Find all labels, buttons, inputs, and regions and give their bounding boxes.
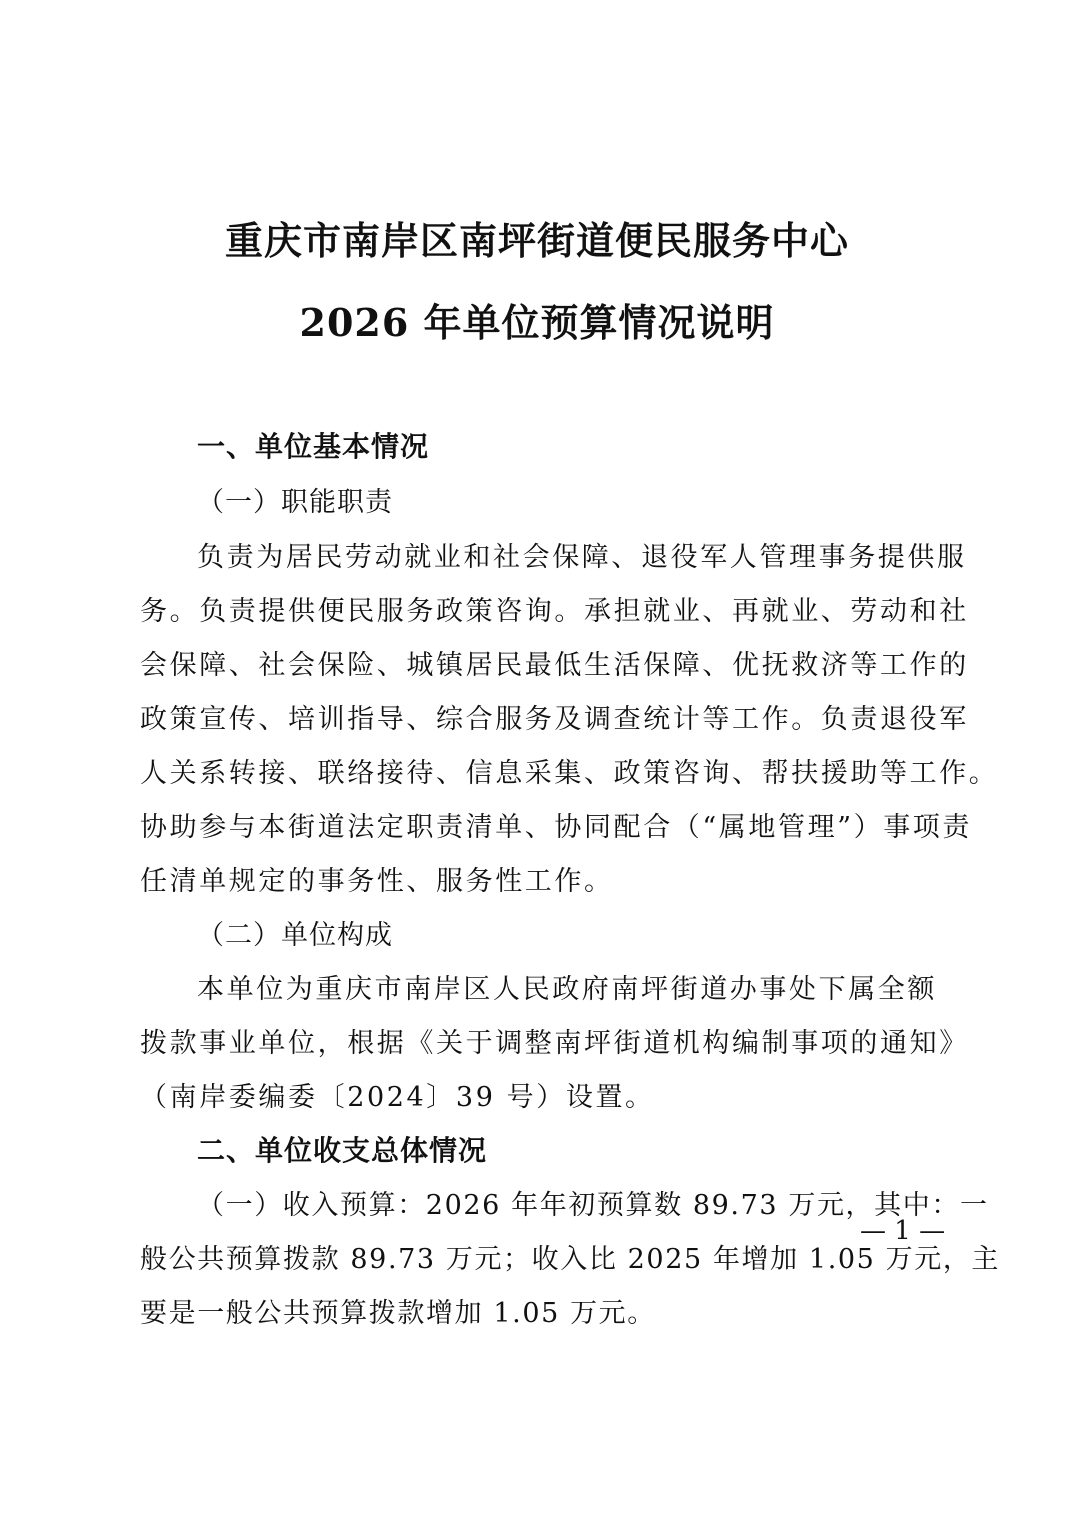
paragraph-line: 要是一般公共预算拨款增加 1.05 万元。 xyxy=(140,1298,656,1329)
paragraph-line: 协助参与本街道法定职责清单、协同配合（“属地管理”）事项责 xyxy=(140,812,973,843)
paragraph-line: 会保障、社会保险、城镇居民最低生活保障、优抚救济等工作的 xyxy=(140,650,969,681)
paragraph-line: （南岸委编委〔2024〕39 号）设置。 xyxy=(140,1082,655,1113)
paragraph-line: 务。负责提供便民服务政策咨询。承担就业、再就业、劳动和社 xyxy=(140,596,969,627)
subsection-heading-composition: （二）单位构成 xyxy=(197,920,393,951)
paragraph-line: 般公共预算拨款 89.73 万元；收入比 2025 年增加 1.05 万元，主 xyxy=(140,1244,1001,1275)
page-number: — 1 — xyxy=(860,1216,946,1246)
section-heading-basic-info: 一、单位基本情况 xyxy=(197,430,430,463)
document-title-line2: 2026 年单位预算情况说明 xyxy=(299,300,775,345)
section-heading-budget-overview: 二、单位收支总体情况 xyxy=(197,1134,488,1167)
paragraph-line: 拨款事业单位，根据《关于调整南坪街道机构编制事项的通知》 xyxy=(140,1028,969,1059)
document-title-line1: 重庆市南岸区南坪街道便民服务中心 xyxy=(224,218,849,263)
paragraph-line: 本单位为重庆市南岸区人民政府南坪街道办事处下属全额 xyxy=(197,974,937,1005)
paragraph-line: 负责为居民劳动就业和社会保障、退役军人管理事务提供服 xyxy=(197,542,967,573)
paragraph-line: （一）收入预算：2026 年年初预算数 89.73 万元，其中：一 xyxy=(197,1190,989,1221)
subsection-heading-duties: （一）职能职责 xyxy=(197,487,393,518)
paragraph-line: 任清单规定的事务性、服务性工作。 xyxy=(140,866,614,897)
paragraph-line: 政策宣传、培训指导、综合服务及调查统计等工作。负责退役军 xyxy=(140,704,969,735)
paragraph-line: 人关系转接、联络接待、信息采集、政策咨询、帮扶援助等工作。 xyxy=(140,758,999,789)
